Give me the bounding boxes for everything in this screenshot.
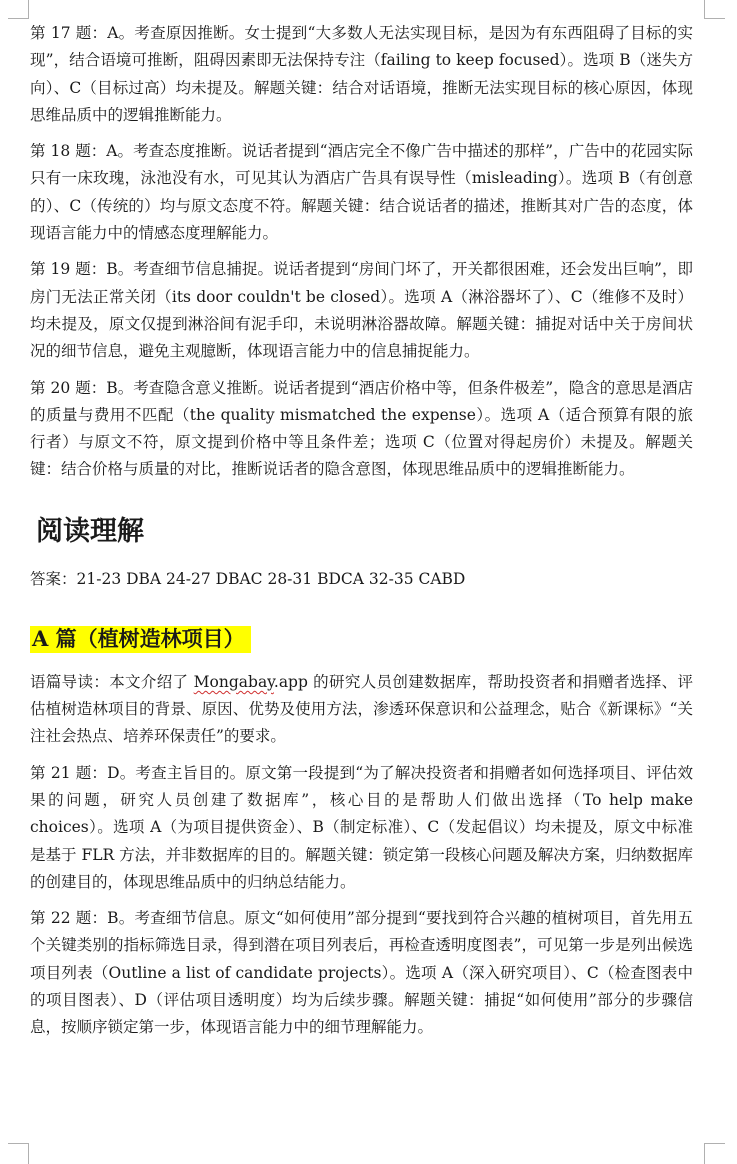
paragraph-intro — [30, 669, 693, 751]
crop-mark-top-left — [8, 0, 29, 19]
section-heading-reading: 阅读理解 — [36, 515, 144, 547]
intro-text-start: 语篇导读：本文介绍了 — [30, 672, 194, 691]
document-body — [30, 20, 693, 1051]
highlighted-heading-text: A 篇（植树造林项目） — [30, 626, 251, 653]
paragraph-q17: 第 17 题：A。考查原因推断。女士提到“大多数人无法实现目标，是因为有东西阻碍了目标的实现”，结合语境可推断，阻碍因素即无法保持专注（failing to keep focused）。选项 B（迷失方向）、C（目标过高）均未提及。解题关键：结合对话语境，推断无法实现目标的核心原因，体现思维品质中的逻辑推断能力。 — [30, 24, 693, 124]
crop-mark-top-right — [704, 0, 725, 19]
crop-mark-bottom-left — [8, 1143, 29, 1164]
paragraph-q19: 第 19 题：B。考查细节信息捕捉。说话者提到“房间门坏了，开关都很困难，还会发出巨响”，即房门无法正常关闭（its door couldn't be closed）。选项 A（淋浴器坏了）、C（维修不及时）均未提及，原文仅提到淋浴间有泥手印，未说明淋浴器故障。解题关键：捕捉对话中关于房间状况的细节信息，避免主观臆断，体现语言能力中的信息捕捉能力。 — [30, 260, 693, 361]
paragraph-q22: 第 22 题：B。考查细节信息。原文“如何使用”部分提到“要找到符合兴趣的植树项目，首先用五个关键类别的指标筛选目录，得到潜在项目列表后，再检查透明度图表”，可见第一步是列出候选项目列表（Outline a list of candidate projects）。选项 A（深入研究项目）、C（检查图表中的项目图表）、D（评估项目透明度）均为后续步骤。解题关键：捕捉“如何使用”部分的步骤信息，按顺序锁定第一步，体现语言能力中的细节理解能力。 — [30, 909, 693, 1037]
intro-text-end: .app 的研究人员创建数据库，帮助投资者和捐赠者选择、评估植树造林项目的背景、原因、优势及使用方法，渗透环保意识和公益理念，贴合《新课标》“关注社会热点、培养环保责任”的要求。 — [30, 672, 693, 746]
paragraph-q18: 第 18 题：A。考查态度推断。说话者提到“酒店完全不像广告中描述的那样”，广告中的花园实际只有一床玫瑰，泳池没有水，可见其认为酒店广告具有误导性（misleading）。选项 B（有创意的）、C（传统的）均与原文态度不符。解题关键：结合说话者的描述，推断其对广告的态度，体现语言能力中的情感态度理解能力。 — [30, 142, 693, 243]
answer-key-line: 答案：21-23 DBA 24-27 DBAC 28-31 BDCA 32-35 CABD — [30, 569, 466, 588]
spellcheck-underlined-word: Mongabay — [193, 672, 274, 691]
crop-mark-bottom-right — [704, 1143, 725, 1164]
subsection-heading-a — [30, 623, 693, 655]
paragraph-q20: 第 20 题：B。考查隐含意义推断。说话者提到“酒店价格中等，但条件极差”，隐含的意思是酒店的质量与费用不匹配（the quality mismatched the expense）。选项 A（适合预算有限的旅行者）与原文不符，原文提到价格中等且条件差；选项 C（位置对得起房价）未提及。解题关键：结合价格与质量的对比，推断说话者的隐含意图，体现思维品质中的逻辑推断能力。 — [30, 378, 693, 479]
paragraph-q21: 第 21 题：D。考查主旨目的。原文第一段提到“为了解决投资者和捐赠者如何选择项目、评估效果的问题，研究人员创建了数据库”，核心目的是帮助人们做出选择（To help make choices）。选项 A（为项目提供资金）、B（制定标准）、C（发起倡议）均未提及，原文中标准是基于 FLR 方法，并非数据库的目的。解题关键：锁定第一段核心问题及解决方案，归纳数据库的创建目的，体现思维品质中的归纳总结能力。 — [30, 763, 693, 891]
